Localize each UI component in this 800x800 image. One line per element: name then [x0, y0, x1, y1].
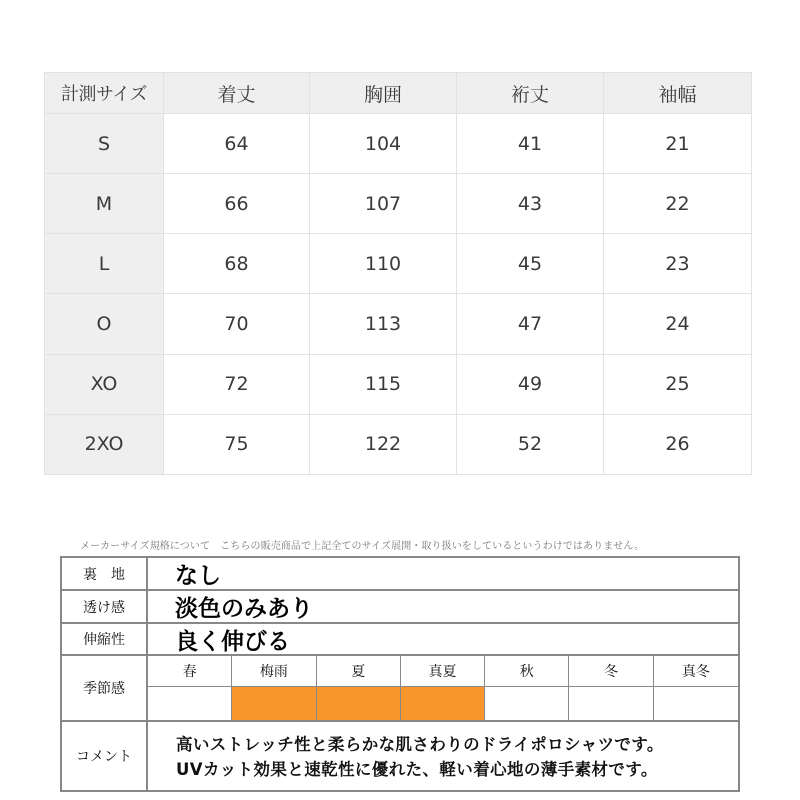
spec-table	[60, 556, 740, 792]
table-row	[45, 294, 752, 354]
size-label: M	[45, 174, 164, 234]
sleeve-width-value: 21	[604, 114, 752, 174]
size-table-header-row	[45, 73, 752, 114]
season-name-midsummer: 真夏	[401, 656, 485, 687]
spec-row-comment	[62, 722, 738, 790]
chest-value: 113	[310, 294, 457, 354]
chest-value: 104	[310, 114, 457, 174]
stretch-label: 伸縮性	[62, 624, 148, 654]
sheer-label: 透け感	[62, 591, 148, 622]
chest-value: 110	[310, 234, 457, 294]
table-row	[45, 414, 752, 474]
season-name-rainy: 梅雨	[232, 656, 316, 687]
chest-value: 107	[310, 174, 457, 234]
spec-row-stretch	[62, 624, 738, 656]
lining-value: なし	[175, 563, 221, 589]
season-name-autumn: 秋	[485, 656, 569, 687]
size-label: XO	[45, 354, 164, 414]
sleeve-length-value: 49	[457, 354, 604, 414]
sleeve-length-value: 47	[457, 294, 604, 354]
season-indicator	[401, 687, 485, 720]
season-name-midwinter: 真冬	[654, 656, 738, 687]
comment-label: コメント	[62, 722, 148, 790]
season-indicator	[569, 687, 653, 720]
size-label: S	[45, 114, 164, 174]
sleeve-length-value: 45	[457, 234, 604, 294]
sleeve-width-value: 24	[604, 294, 752, 354]
season-name-summer: 夏	[317, 656, 401, 687]
season-indicator	[317, 687, 401, 720]
size-label: L	[45, 234, 164, 294]
maker-size-note: メーカーサイズ規格について こちらの販売商品で上記全てのサイズ展開・取り扱いをしているというわけではありません。	[80, 541, 645, 552]
header-length: 着丈	[164, 73, 310, 114]
sleeve-width-value: 26	[604, 414, 752, 474]
length-value: 66	[164, 174, 310, 234]
size-table	[44, 72, 752, 475]
sleeve-width-value: 22	[604, 174, 752, 234]
spec-row-season	[62, 656, 738, 722]
length-value: 68	[164, 234, 310, 294]
header-measure-size: 計測サイズ	[45, 73, 164, 114]
sheer-value: 淡色のみあり	[175, 596, 313, 622]
size-label: 2XO	[45, 414, 164, 474]
table-row	[45, 234, 752, 294]
size-label: O	[45, 294, 164, 354]
table-row	[45, 114, 752, 174]
stretch-value: 良く伸びる	[175, 628, 290, 655]
sleeve-length-value: 41	[457, 114, 604, 174]
sleeve-width-value: 25	[604, 354, 752, 414]
header-sleeve-width: 袖幅	[604, 73, 752, 114]
sleeve-length-value: 43	[457, 174, 604, 234]
comment-line: UVカット効果と速乾性に優れた、軽い着心地の薄手素材です。	[176, 760, 658, 779]
season-indicator	[654, 687, 738, 720]
season-indicator	[232, 687, 316, 720]
sleeve-length-value: 52	[457, 414, 604, 474]
season-name-spring: 春	[148, 656, 232, 687]
season-grid	[148, 656, 738, 720]
length-value: 70	[164, 294, 310, 354]
lining-label: 裏 地	[62, 558, 148, 589]
chest-value: 122	[310, 414, 457, 474]
length-value: 72	[164, 354, 310, 414]
spec-row-sheer	[62, 591, 738, 624]
table-row	[45, 354, 752, 414]
season-indicator	[485, 687, 569, 720]
comment-text	[176, 732, 664, 782]
header-sleeve-length: 裄丈	[457, 73, 604, 114]
header-chest: 胸囲	[310, 73, 457, 114]
season-indicator	[148, 687, 232, 720]
season-label: 季節感	[62, 656, 148, 720]
sleeve-width-value: 23	[604, 234, 752, 294]
comment-line: 高いストレッチ性と柔らかな肌さわりのドライポロシャツです。	[176, 735, 664, 754]
spec-row-lining	[62, 558, 738, 591]
table-row	[45, 174, 752, 234]
length-value: 75	[164, 414, 310, 474]
chest-value: 115	[310, 354, 457, 414]
length-value: 64	[164, 114, 310, 174]
season-name-winter: 冬	[569, 656, 653, 687]
